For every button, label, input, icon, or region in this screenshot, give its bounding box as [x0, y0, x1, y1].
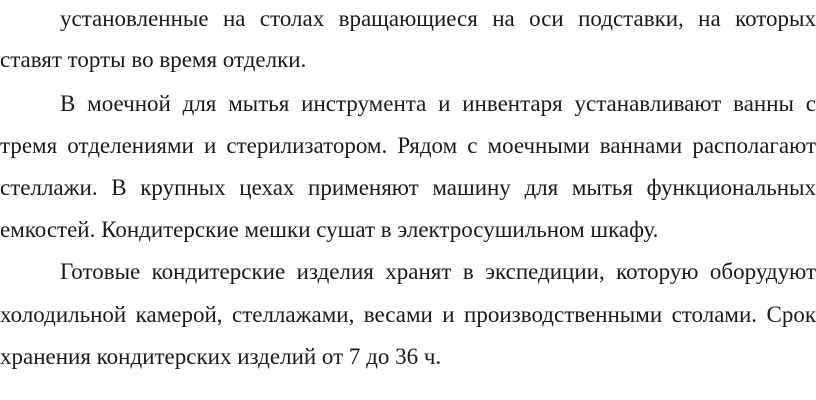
- paragraph-line: В моечной для мытья инструмента и инвентаря устанавливают ванны с: [60, 91, 816, 116]
- paragraph-line: Готовые кондитерские изделия хранят в экспедиции, которую оборудуют: [60, 259, 816, 284]
- paragraph-line: тремя отделениями и стерилизатором. Рядом с моечными ваннами располагают: [0, 133, 816, 158]
- paragraph-line: емкостей. Кондитерские мешки сушат в электросушильном шкафу.: [0, 217, 659, 242]
- paragraph-line: холодильной камерой, стеллажами, весами и производственными столами. Срок: [0, 302, 816, 327]
- paragraph-line: установленные на столах вращающиеся на оси подставки, на которых: [60, 6, 816, 31]
- paragraph-line: стеллажи. В крупных цехах применяют машину для мытья функциональных: [0, 175, 816, 200]
- paragraph-line: ставят торты во время отделки.: [0, 47, 307, 72]
- paragraph-line: хранения кондитерских изделий от 7 до 36 ч.: [0, 344, 442, 369]
